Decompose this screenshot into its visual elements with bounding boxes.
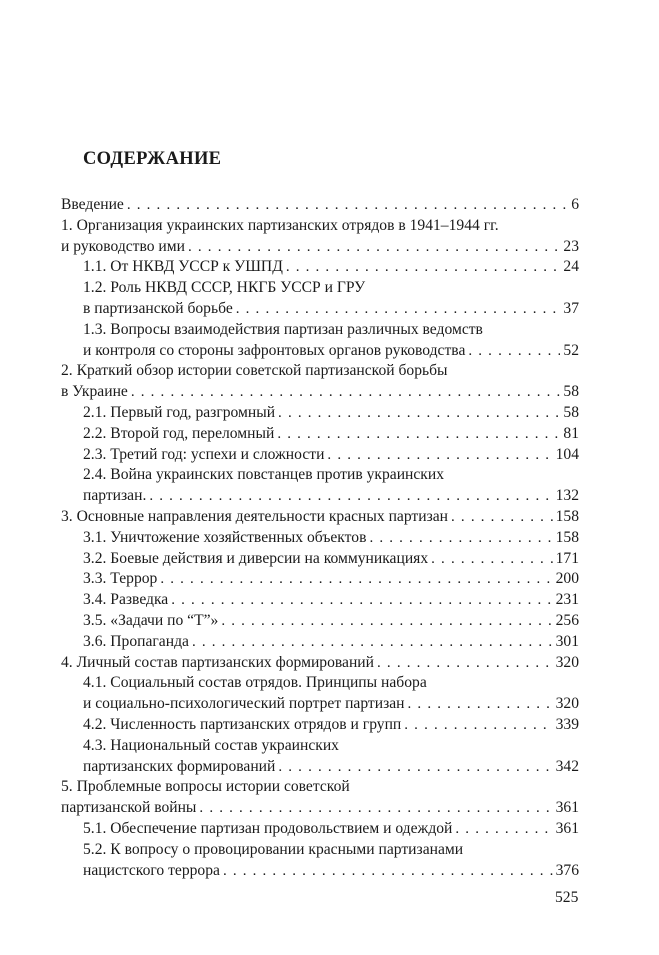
toc-entry-text: 1.1. От НКВД УССР к УШПД: [83, 258, 283, 276]
toc-leader-dots: [223, 861, 553, 882]
toc-page-number: 361: [555, 799, 579, 817]
toc-page-number: 81: [563, 424, 579, 442]
toc-entry-text: 3.3. Террор: [83, 570, 158, 588]
toc-entry-text: нацистского террора: [83, 861, 220, 879]
toc-entry-line: [61, 569, 579, 590]
toc-entry-line: [61, 861, 579, 882]
toc-entry-line: [61, 777, 579, 798]
toc-leader-dots: [455, 819, 552, 840]
toc-entry-line: [61, 195, 579, 216]
toc-entry-line: [61, 694, 579, 715]
toc-page-number: 301: [555, 632, 579, 650]
toc-entry-line: [61, 278, 579, 299]
toc-entry: [61, 840, 579, 882]
toc-entry: [61, 216, 579, 258]
toc-entry: [61, 424, 579, 445]
toc-page-number: 361: [555, 819, 579, 837]
toc-entry: [61, 673, 579, 715]
toc-leader-dots: [404, 715, 552, 736]
toc-entry-line: [61, 819, 579, 840]
toc-page-number: 104: [555, 445, 579, 463]
toc-leader-dots: [431, 549, 552, 570]
toc-entry: [61, 528, 579, 549]
toc-leader-dots: [127, 195, 568, 216]
toc-entry: [61, 549, 579, 570]
toc-entry-text: 2.2. Второй год, переломный: [83, 424, 275, 442]
toc-entry: [61, 195, 579, 216]
toc-entry: [61, 632, 579, 653]
toc-entry-line: [61, 653, 579, 674]
toc-entry: [61, 569, 579, 590]
toc-page-number: 158: [555, 528, 579, 546]
toc-entry-line: [61, 486, 579, 507]
toc-entry-line: [61, 798, 579, 819]
toc-entry-text: 2. Краткий обзор истории советской партизанской борьбы: [61, 362, 448, 380]
toc-entry-line: [61, 237, 579, 258]
toc-entry: [61, 611, 579, 632]
toc-leader-dots: [149, 486, 552, 507]
toc-entry-line: [61, 528, 579, 549]
toc-entry-line: [61, 299, 579, 320]
toc-entry: [61, 653, 579, 674]
toc-entry-line: [61, 840, 579, 861]
toc-entry-text: 1.2. Роль НКВД СССР, НКГБ УССР и ГРУ: [83, 279, 366, 297]
toc-entry-line: [61, 216, 579, 237]
toc-leader-dots: [277, 424, 560, 445]
toc-entry: [61, 819, 579, 840]
toc-leader-dots: [278, 757, 552, 778]
toc-leader-dots: [188, 237, 560, 258]
toc-entry-text: 5.2. К вопросу о провоцировании красными партизанами: [83, 840, 464, 858]
toc-leader-dots: [369, 528, 552, 549]
toc-entry-text: в Украине: [61, 383, 128, 401]
toc-entry-text: и социально-психологический портрет партизан: [83, 695, 405, 713]
toc-page-number: 256: [555, 611, 579, 629]
toc-entry: [61, 715, 579, 736]
toc-entry-text: Введение: [61, 196, 124, 213]
toc-entry-line: [61, 507, 579, 528]
toc-entry-line: [61, 257, 579, 278]
toc-entry-line: [61, 736, 579, 757]
toc-page-number: 231: [555, 591, 579, 609]
toc-leader-dots: [199, 798, 552, 819]
toc-entry-line: [61, 632, 579, 653]
toc-entry-text: 4.2. Численность партизанских отрядов и групп: [83, 715, 402, 733]
toc-entry: [61, 257, 579, 278]
toc-entry-text: и руководство ими: [61, 237, 185, 255]
toc-page-number: 200: [555, 570, 579, 588]
toc-leader-dots: [377, 653, 553, 674]
toc-entry-line: [61, 320, 579, 341]
toc-entry-text: партизан.: [83, 487, 147, 505]
toc-entry-text: партизанских формирований: [83, 757, 276, 775]
toc-leader-dots: [286, 257, 561, 278]
toc-entry-line: [61, 611, 579, 632]
toc-entry-text: 2.1. Первый год, разгромный: [83, 403, 276, 421]
toc-entry-text: 1. Организация украинских партизанских отрядов в 1941–1944 гг.: [61, 216, 499, 234]
toc-leader-dots: [451, 507, 553, 528]
toc-entry-line: [61, 361, 579, 382]
page-number: 525: [555, 889, 579, 906]
toc-page-number: 58: [563, 403, 579, 421]
toc-page-number: 171: [555, 549, 579, 567]
toc-entry: [61, 320, 579, 362]
toc-entry-text: и контроля со стороны зафронтовых органов руководства: [83, 341, 466, 359]
toc-entry-line: [61, 757, 579, 778]
toc-entry: [61, 590, 579, 611]
toc-leader-dots: [221, 611, 552, 632]
toc-entry-line: [61, 673, 579, 694]
toc-page-number: 58: [563, 383, 579, 401]
toc-entry-text: 5.1. Обеспечение партизан продовольствием и одеждой: [83, 819, 453, 837]
toc-entry-text: 2.4. Война украинских повстанцев против украинских: [83, 466, 445, 484]
toc-entry-text: 4.3. Национальный состав украинских: [83, 736, 339, 754]
toc-leader-dots: [278, 403, 560, 424]
toc-entry: [61, 777, 579, 819]
toc-entry: [61, 278, 579, 320]
toc-page-number: 52: [563, 341, 579, 359]
toc-entry-text: 3.2. Боевые действия и диверсии на коммуникациях: [83, 549, 429, 567]
toc-page-number: 132: [555, 487, 579, 505]
toc-entry-line: [61, 445, 579, 466]
toc-leader-dots: [468, 341, 560, 362]
toc-entry-text: 4. Личный состав партизанских формирований: [61, 653, 375, 671]
toc-entry: [61, 403, 579, 424]
toc-entry-line: [61, 424, 579, 445]
toc-page-number: 37: [563, 299, 579, 317]
toc-entry-line: [61, 382, 579, 403]
toc-entry: [61, 445, 579, 466]
toc-entry: [61, 361, 579, 403]
toc-entry-text: 3. Основные направления деятельности красных партизан: [61, 507, 449, 525]
toc-entry-text: 3.6. Пропаганда: [83, 632, 189, 650]
toc-leader-dots: [160, 569, 552, 590]
toc-entry-line: [61, 549, 579, 570]
toc-page-number: 158: [555, 507, 579, 525]
toc-entry-line: [61, 715, 579, 736]
toc-entry-text: 2.3. Третий год: успехи и сложности: [83, 445, 325, 463]
toc-entry-line: [61, 465, 579, 486]
toc-page-number: 23: [563, 237, 579, 255]
toc-page-number: 24: [563, 258, 579, 276]
toc-page-number: 342: [555, 757, 579, 775]
toc-entry-text: 3.5. «Задачи по “Т”»: [83, 611, 219, 629]
toc-leader-dots: [327, 445, 552, 466]
toc-entry-line: [61, 341, 579, 362]
toc-entry-text: 3.4. Разведка: [83, 591, 169, 609]
toc-entry-line: [61, 403, 579, 424]
toc-leader-dots: [408, 694, 553, 715]
toc-entry-text: в партизанской борьбе: [83, 299, 233, 317]
toc-page-number: 320: [555, 653, 579, 671]
toc-entry-text: 1.3. Вопросы взаимодействия партизан различных ведомств: [83, 320, 483, 338]
toc-leader-dots: [192, 632, 553, 653]
toc-leader-dots: [131, 382, 561, 403]
toc-entry: [61, 736, 579, 778]
toc-leader-dots: [236, 299, 561, 320]
toc-page-number: 339: [555, 715, 579, 733]
toc-entry: [61, 507, 579, 528]
toc-entry-text: 4.1. Социальный состав отрядов. Принципы набора: [83, 674, 427, 692]
toc-entry-text: 3.1. Уничтожение хозяйственных объектов: [83, 528, 367, 546]
toc-page-number: 376: [555, 861, 579, 879]
toc-entry: [61, 465, 579, 507]
toc-page-number: 320: [555, 695, 579, 713]
page-title: СОДЕРЖАНИЕ: [83, 149, 222, 169]
table-of-contents: [61, 195, 579, 881]
toc-entry-text: 5. Проблемные вопросы истории советской: [61, 778, 350, 796]
toc-entry-text: партизанской войны: [61, 799, 197, 817]
toc-page-number: 6: [571, 196, 579, 213]
toc-entry-line: [61, 590, 579, 611]
toc-leader-dots: [171, 590, 552, 611]
